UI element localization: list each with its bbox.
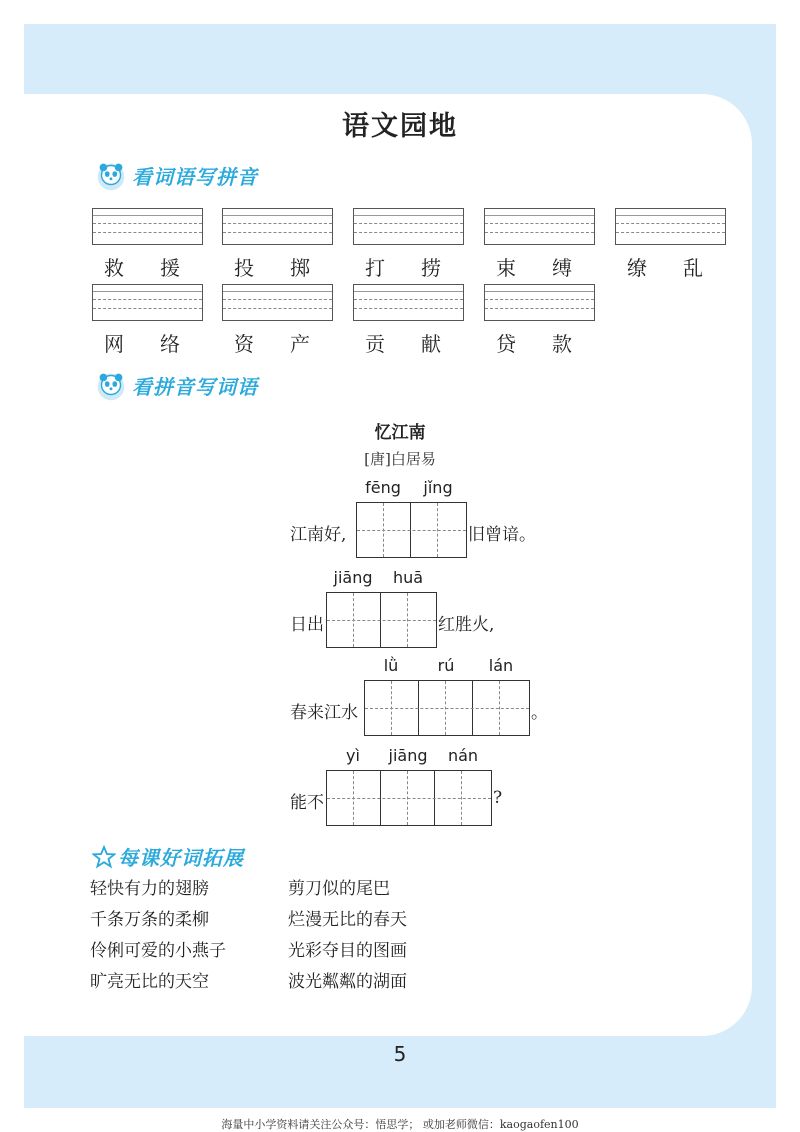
writing-grid[interactable] <box>326 592 437 648</box>
good-phrase: 轻快有力的翅膀 <box>90 879 209 899</box>
pinyin-label: huā <box>392 568 424 587</box>
character: 络 <box>160 332 180 356</box>
grid-midline <box>327 798 491 799</box>
pinyin-label: jiāng <box>388 746 428 765</box>
footer-note: 海量中小学资料请关注公众号：悟思学； 或加老师微信：kaogaofen100 <box>221 1118 579 1131</box>
pinyin-box[interactable] <box>92 208 203 245</box>
pinyin-box[interactable] <box>353 208 464 245</box>
character: 援 <box>160 256 180 280</box>
section-label: 每课好词拓展 <box>118 846 244 870</box>
pinyin-box[interactable] <box>92 284 203 321</box>
character: 乱 <box>683 256 703 280</box>
page-title: 语文园地 <box>342 111 458 142</box>
pinyin-label: jǐng <box>423 478 453 497</box>
character: 投 <box>234 256 254 280</box>
poem-author: [唐]白居易 <box>364 450 436 468</box>
character: 捞 <box>421 256 441 280</box>
pinyin-label: lǜ <box>383 656 399 675</box>
good-phrase: 旷亮无比的天空 <box>90 972 209 992</box>
pinyin-box[interactable] <box>615 208 726 245</box>
word-characters <box>234 328 310 357</box>
grid-midline <box>327 620 436 621</box>
good-phrase: 剪刀似的尾巴 <box>288 879 390 899</box>
pinyin-box[interactable] <box>484 284 595 321</box>
character: 产 <box>290 332 310 356</box>
character: 打 <box>365 256 385 280</box>
writing-grid[interactable] <box>326 770 492 826</box>
character: 束 <box>496 256 516 280</box>
pinyin-label: nán <box>447 746 479 765</box>
poem-line-text: 日出 <box>290 615 324 635</box>
writing-grid[interactable] <box>364 680 530 736</box>
word-characters <box>627 252 703 281</box>
word-characters <box>496 252 572 281</box>
section-look-pinyin-write-words <box>92 366 258 404</box>
pinyin-box[interactable] <box>222 208 333 245</box>
pinyin-label: lán <box>488 656 514 675</box>
poem-line-text: 旧曾谙。 <box>468 525 536 545</box>
grid-midline <box>357 530 466 531</box>
word-characters <box>104 252 180 281</box>
good-phrase: 波光粼粼的湖面 <box>288 972 407 992</box>
poem-line-text: 。 <box>531 703 548 723</box>
poem-line-text: 江南好, <box>290 525 347 545</box>
section-label: 看拼音写词语 <box>132 374 258 399</box>
character: 款 <box>552 332 572 356</box>
good-phrase: 烂漫无比的春天 <box>288 910 407 930</box>
character: 贡 <box>365 332 385 356</box>
poem-line-text: 红胜火, <box>438 615 495 635</box>
word-characters <box>234 252 310 281</box>
pinyin-label: rú <box>437 656 455 675</box>
pinyin-box[interactable] <box>353 284 464 321</box>
pinyin-label: jiāng <box>333 568 373 587</box>
star-icon <box>92 845 116 869</box>
pinyin-label: yì <box>346 746 360 765</box>
page-number: 5 <box>393 1042 407 1066</box>
character: 网 <box>104 332 124 356</box>
word-characters <box>496 328 572 357</box>
good-phrase: 伶俐可爱的小燕子 <box>90 941 226 961</box>
good-phrase: 千条万条的柔柳 <box>90 910 209 930</box>
word-characters <box>365 252 441 281</box>
pinyin-label: fēng <box>365 478 401 497</box>
section-look-words-write-pinyin <box>92 156 258 194</box>
character: 缭 <box>627 256 647 280</box>
poem-line-text: ? <box>493 788 503 808</box>
character: 掷 <box>290 256 310 280</box>
poem-line-text: 春来江水 <box>290 703 358 723</box>
character: 缚 <box>552 256 572 280</box>
poem-title: 忆江南 <box>374 423 426 443</box>
good-phrase: 光彩夺目的图画 <box>288 941 407 961</box>
panda-icon <box>92 366 130 404</box>
word-characters <box>365 328 441 357</box>
section-good-words-extension <box>92 842 244 871</box>
word-characters <box>104 328 180 357</box>
character: 贷 <box>496 332 516 356</box>
poem-line-text: 能不 <box>290 793 324 813</box>
character: 献 <box>421 332 441 356</box>
section-label: 看词语写拼音 <box>132 164 258 189</box>
writing-grid[interactable] <box>356 502 467 558</box>
character: 资 <box>234 332 254 356</box>
pinyin-box[interactable] <box>484 208 595 245</box>
panda-icon <box>92 156 130 194</box>
character: 救 <box>104 256 124 280</box>
grid-midline <box>365 708 529 709</box>
pinyin-box[interactable] <box>222 284 333 321</box>
